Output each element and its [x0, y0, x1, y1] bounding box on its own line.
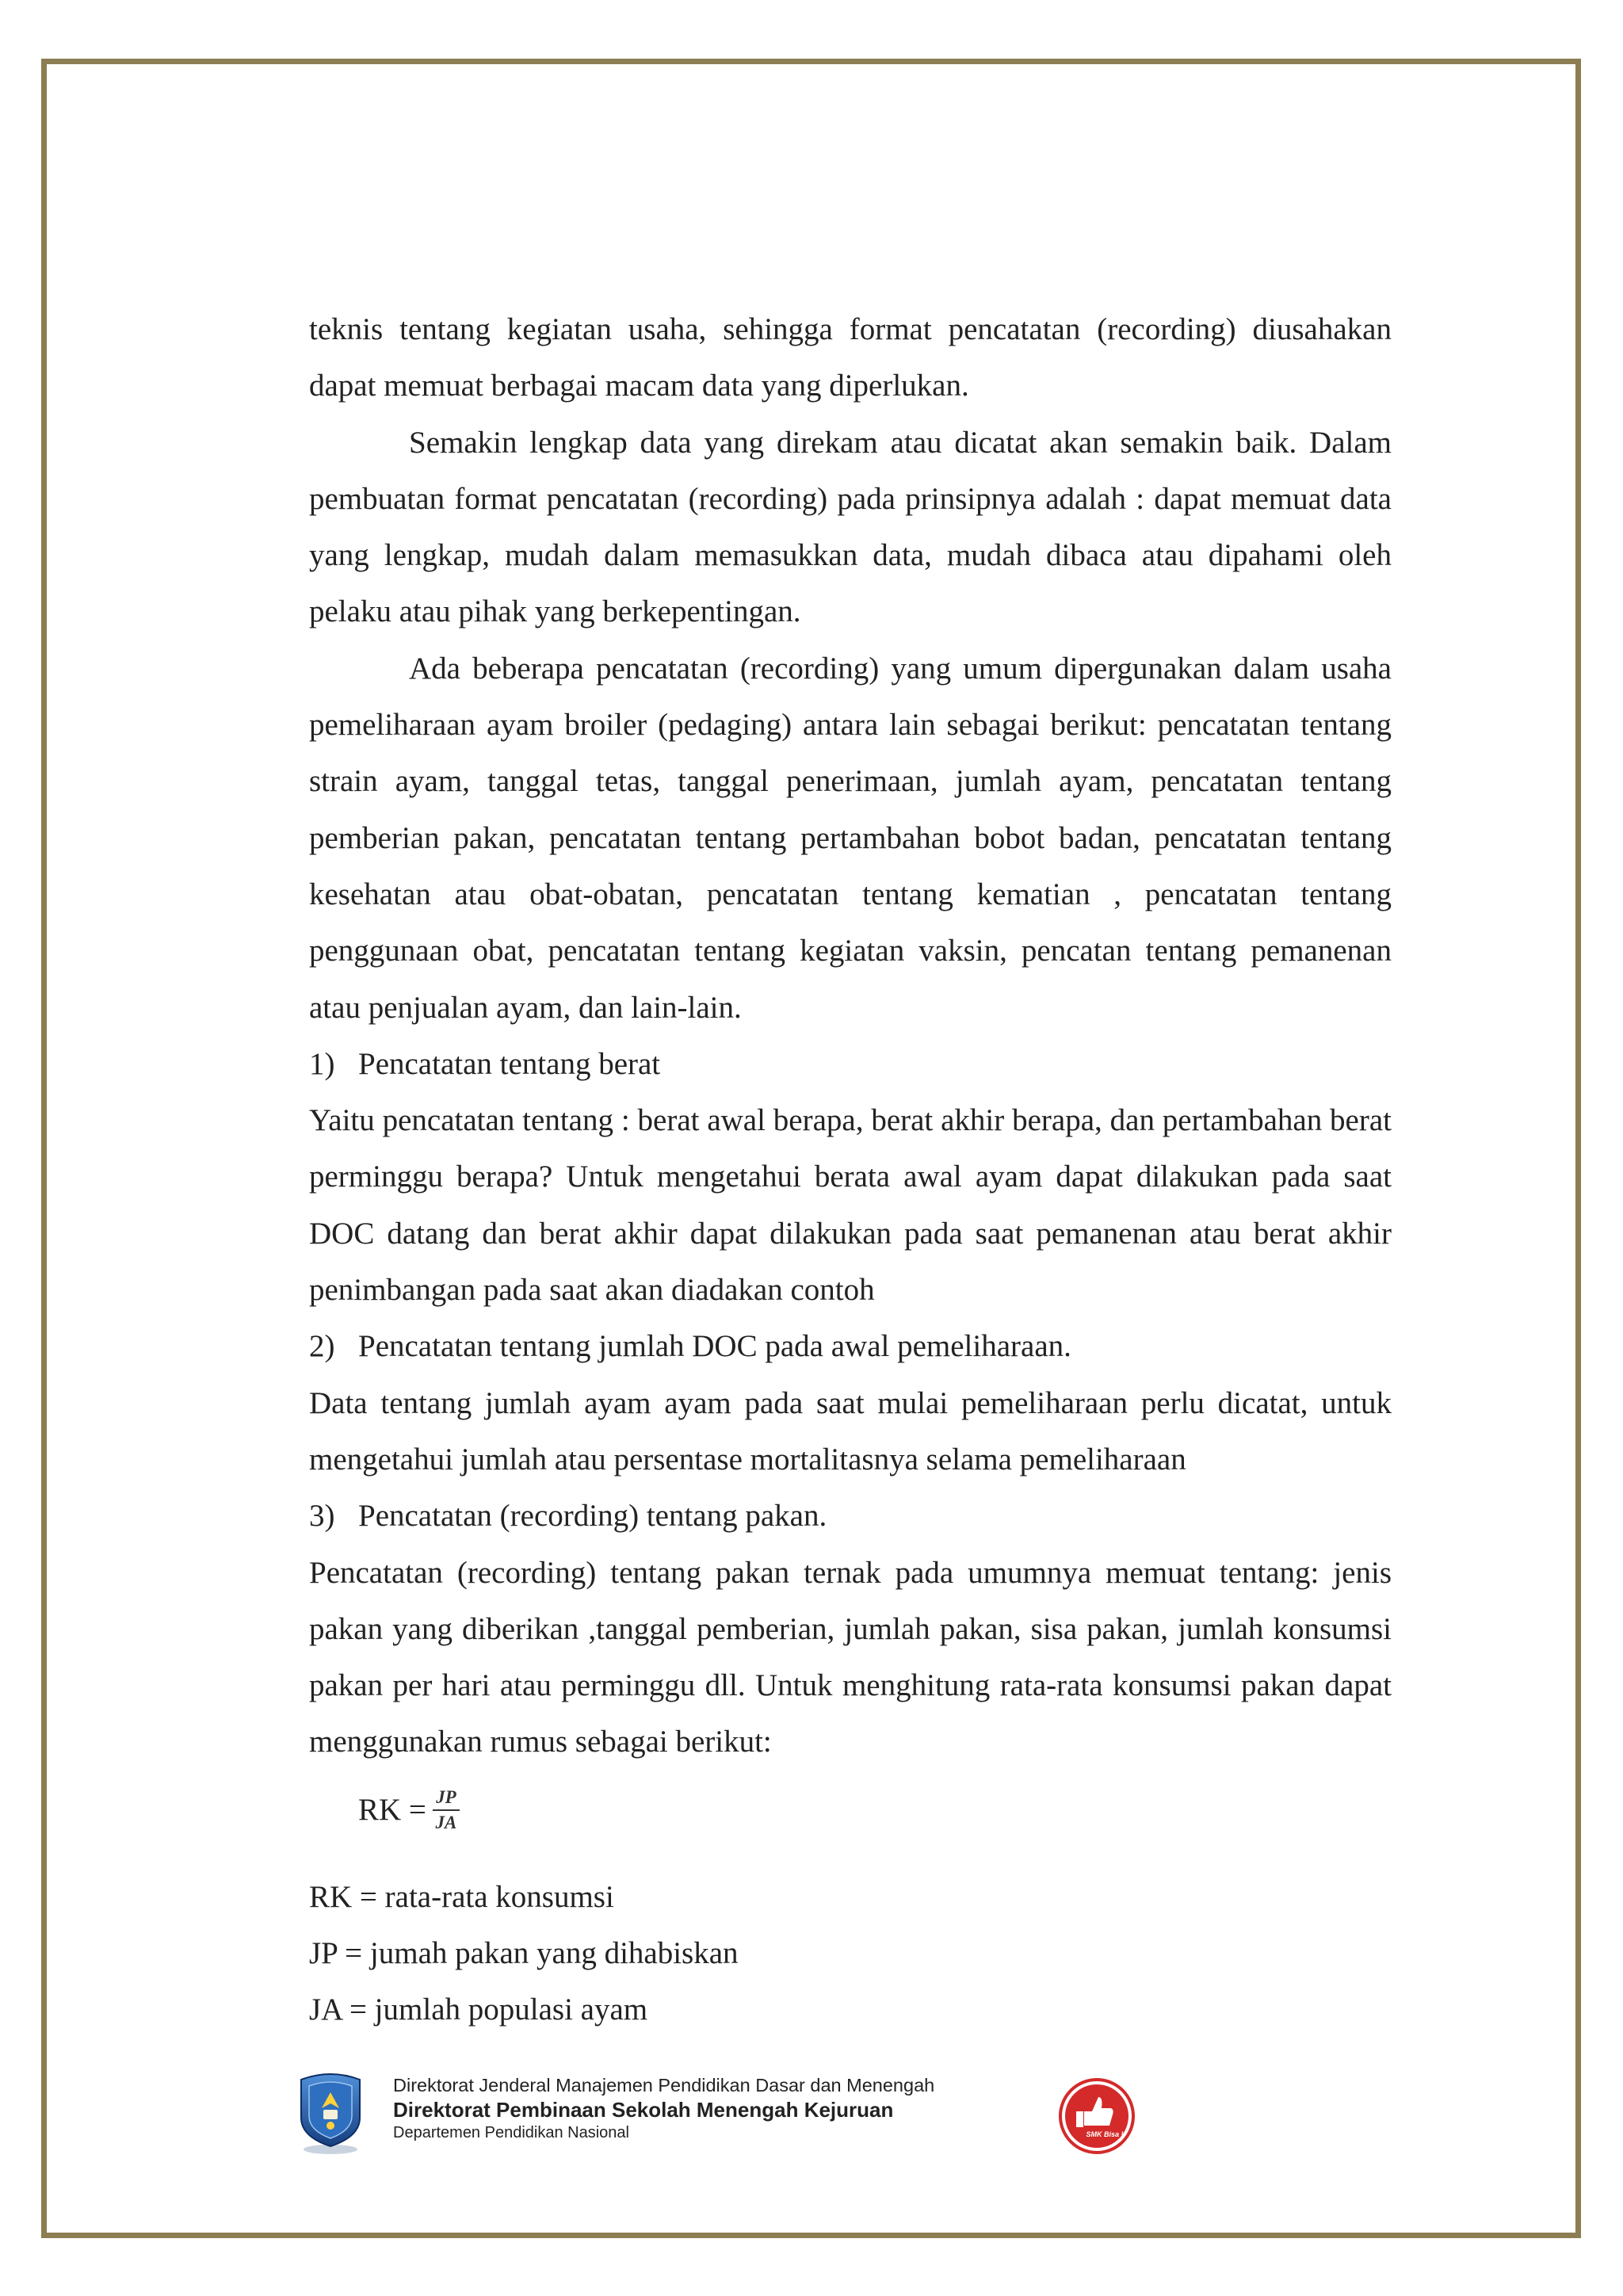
footer-line-directorate: Direktorat Pembinaan Sekolah Menengah Kejuruan [393, 2098, 894, 2122]
list-item-body: Pencatatan (recording) tentang pakan ternak pada umumnya memuat tentang: jenis pakan yang diberikan ,tanggal pemberian, jumlah pakan, sisa pakan, jumlah konsumsi pakan per hari atau perminggu dll. Untuk menghitung rata-rata konsumsi pakan dapat menggunakan rumus sebagai berikut: [309, 1555, 1392, 1759]
list-number: 2) [309, 1329, 335, 1364]
formula-fraction [433, 1786, 460, 1834]
formula-denominator: JA [435, 1812, 457, 1832]
list-item-title: Pencatatan tentang berat [358, 1046, 661, 1081]
definition: JP = jumah pakan yang dihabiskan [309, 1936, 739, 1971]
list-number: 3) [309, 1499, 335, 1534]
paragraph: Semakin lengkap data yang direkam atau dicatat akan semakin baik. Dalam pembuatan format pencatatan (recording) pada prinsipnya adalah : dapat memuat data yang lengkap, mudah dalam memasukkan data, mudah dibaca atau dipahami oleh pelaku atau pihak yang berkepentingan. [309, 425, 1392, 629]
smk-bisa-logo-icon [1057, 2076, 1136, 2156]
fraction-bar [433, 1809, 460, 1811]
tut-wuri-handayani-logo-icon [295, 2069, 366, 2156]
page-footer [295, 2069, 1151, 2156]
definition: JA = jumlah populasi ayam [309, 1992, 648, 2027]
list-item-body: Data tentang jumlah ayam ayam pada saat mulai pemeliharaan perlu dicatat, untuk mengetahui jumlah atau persentase mortalitasnya selama pemeliharaan [309, 1385, 1392, 1477]
list-item [309, 1488, 1392, 1544]
footer-text [393, 2073, 934, 2143]
definition: RK = rata-rata konsumsi [309, 1879, 614, 1914]
svg-text:SMK Bisa !: SMK Bisa ! [1086, 2130, 1124, 2138]
list-number: 1) [309, 1046, 335, 1081]
document-body [309, 301, 1392, 2038]
list-item [309, 1318, 1392, 1374]
paragraph: Ada beberapa pencatatan (recording) yang umum dipergunakan dalam usaha pemeliharaan ayam broiler (pedaging) antara lain sebagai berikut: pencatatan tentang strain ayam, tanggal tetas, tanggal penerimaan, jumlah ayam, pencatatan tentang pemberian pakan, pencatatan tentang pertambahan bobot badan, pencatatan tentang kesehatan atau obat-obatan, pencatatan tentang kematian , pencatatan tentang penggunaan obat, pencatatan tentang kegiatan vaksin, pencatan tentang pemanenan atau penjualan ayam, dan lain-lain. [309, 651, 1392, 1025]
paragraph: teknis tentang kegiatan usaha, sehingga format pencatatan (recording) diusahakan dapat memuat berbagai macam data yang diperlukan. [309, 312, 1392, 403]
formula-lhs: RK = [358, 1793, 426, 1828]
list-item-body: Yaitu pencatatan tentang : berat awal berapa, berat akhir berapa, dan pertambahan berat perminggu berapa? Untuk mengetahui berata awal ayam dapat dilakukan pada saat DOC datang dan berat akhir dapat dilakukan pada saat pemanenan atau berat akhir penimbangan pada saat akan diadakan contoh [309, 1103, 1392, 1308]
formula-numerator: JP [436, 1786, 456, 1807]
footer-line-directorate-general: Direktorat Jenderal Manajemen Pendidikan Dasar dan Menengah [393, 2075, 935, 2095]
list-item-title: Pencatatan (recording) tentang pakan. [358, 1499, 827, 1534]
formula [358, 1771, 1392, 1850]
list-item-title: Pencatatan tentang jumlah DOC pada awal pemeliharaan. [358, 1329, 1071, 1364]
footer-line-department: Departemen Pendidikan Nasional [393, 2124, 629, 2141]
list-item [309, 1036, 1392, 1092]
